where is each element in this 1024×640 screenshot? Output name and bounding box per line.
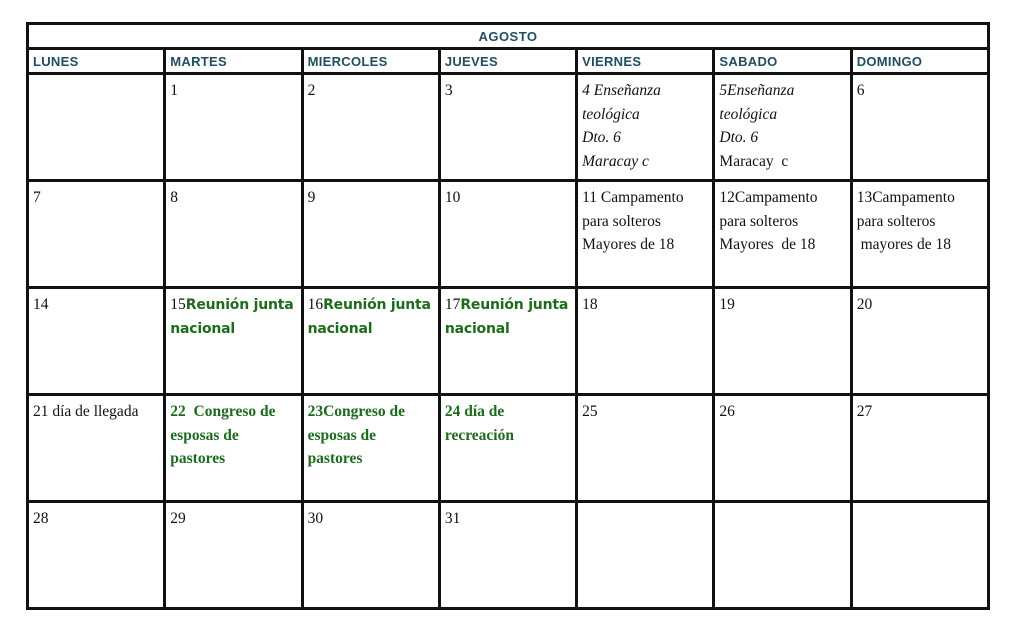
day-cell: [165, 502, 302, 609]
day-cell-event: [714, 181, 851, 288]
day-cell: [714, 395, 851, 502]
day-number: 10: [444, 189, 461, 206]
day-cell-event: [439, 395, 576, 502]
event-line: 21 día de llegada: [33, 403, 139, 420]
weekday-wednesday: MIERCOLES: [302, 49, 439, 74]
day-cell: [714, 288, 851, 395]
day-number: 1: [170, 82, 179, 99]
day-cell: [577, 288, 714, 395]
day-number: 15: [170, 296, 186, 313]
day-number: 26: [719, 403, 735, 420]
event-line: 5Enseñanza: [719, 82, 795, 99]
day-cell: [165, 74, 302, 181]
day-cell-event: [302, 395, 439, 502]
day-cell: [851, 395, 988, 502]
day-cell-empty: [851, 502, 988, 609]
day-cell-event: [28, 395, 165, 502]
weekday-sunday: DOMINGO: [851, 49, 988, 74]
week-row: [28, 395, 989, 502]
day-cell: [439, 181, 576, 288]
day-number: 8: [170, 189, 179, 206]
day-number: 27: [856, 403, 873, 420]
event-line: teológica: [582, 105, 640, 123]
day-cell-event: [439, 288, 576, 395]
event-line: 13Campamento: [856, 189, 955, 206]
event-line: para solteros: [582, 212, 661, 230]
event-text: Reunión junta: [185, 297, 294, 313]
event-line: [308, 293, 434, 318]
weekday-saturday: SABADO: [714, 49, 851, 74]
day-cell: [439, 74, 576, 181]
event-line: 12Campamento: [719, 189, 818, 206]
event-line: recreación: [444, 426, 514, 444]
event-line: Dto. 6: [582, 129, 621, 146]
day-number: 29: [170, 510, 186, 527]
event-line: [445, 293, 571, 318]
day-cell-event: [302, 288, 439, 395]
day-cell: [28, 502, 165, 609]
event-line: pastores: [307, 450, 363, 467]
day-cell: [28, 288, 165, 395]
month-title: AGOSTO: [28, 24, 989, 49]
event-line: mayores de 18: [856, 236, 951, 253]
event-line: nacional: [307, 320, 373, 337]
event-line: 11 Campamento: [582, 189, 684, 206]
day-number: 20: [856, 296, 873, 313]
event-line: pastores: [170, 450, 226, 467]
day-cell-event: [714, 74, 851, 181]
day-cell: [28, 181, 165, 288]
day-number: 25: [582, 403, 598, 420]
event-line: Mayores de 18: [719, 236, 816, 253]
day-cell: [439, 502, 576, 609]
day-number: 3: [444, 82, 453, 99]
day-number: 6: [856, 82, 865, 99]
event-line: nacional: [444, 320, 510, 337]
weekday-header-row: [28, 49, 989, 74]
event-line: Maracay c: [582, 152, 649, 170]
day-cell-event: [165, 288, 302, 395]
event-line: para solteros: [856, 212, 936, 230]
day-cell-empty: [714, 502, 851, 609]
august-calendar: [26, 22, 990, 610]
event-line: 24 día de: [444, 403, 505, 420]
event-line: esposas de: [307, 426, 377, 444]
event-line: Dto. 6: [719, 129, 759, 146]
day-cell-empty: [577, 502, 714, 609]
day-cell: [165, 181, 302, 288]
day-cell: [577, 395, 714, 502]
week-row: [28, 181, 989, 288]
event-line: Mayores de 18: [582, 236, 675, 253]
day-cell: [302, 181, 439, 288]
event-line: esposas de: [170, 426, 239, 444]
day-number: 30: [307, 510, 324, 527]
day-cell-empty: [28, 74, 165, 181]
weekday-thursday: JUEVES: [439, 49, 576, 74]
event-text: Reunión junta: [323, 297, 431, 313]
week-row: [28, 288, 989, 395]
weekday-tuesday: MARTES: [165, 49, 302, 74]
day-cell-event: [165, 395, 302, 502]
day-number: 28: [33, 510, 49, 527]
week-row: [28, 74, 989, 181]
event-line: nacional: [170, 320, 236, 337]
day-number: 17: [444, 296, 461, 313]
day-cell: [302, 74, 439, 181]
event-line: [170, 293, 296, 318]
day-cell-event: [577, 181, 714, 288]
day-number: 16: [307, 296, 324, 313]
day-number: 2: [307, 82, 316, 99]
weekday-monday: LUNES: [28, 49, 165, 74]
event-line: Maracay c: [719, 152, 789, 170]
month-header-row: [28, 24, 989, 49]
event-line: teológica: [719, 105, 778, 123]
event-line: 23Congreso de: [307, 403, 406, 420]
day-cell-event: [577, 74, 714, 181]
day-number: 9: [307, 189, 316, 206]
event-line: para solteros: [719, 212, 799, 230]
day-cell: [851, 288, 988, 395]
day-number: 31: [444, 510, 461, 527]
day-cell: [302, 502, 439, 609]
day-cell: [851, 74, 988, 181]
event-text: Reunión junta: [460, 297, 569, 313]
event-line: 4 Enseñanza: [582, 82, 661, 99]
week-row: [28, 502, 989, 609]
event-line: 22 Congreso de: [170, 403, 276, 420]
day-number: 7: [33, 189, 41, 206]
day-cell-event: [851, 181, 988, 288]
weekday-friday: VIERNES: [577, 49, 714, 74]
day-number: 18: [582, 296, 598, 313]
day-number: 19: [719, 296, 735, 313]
day-number: 14: [33, 296, 49, 313]
